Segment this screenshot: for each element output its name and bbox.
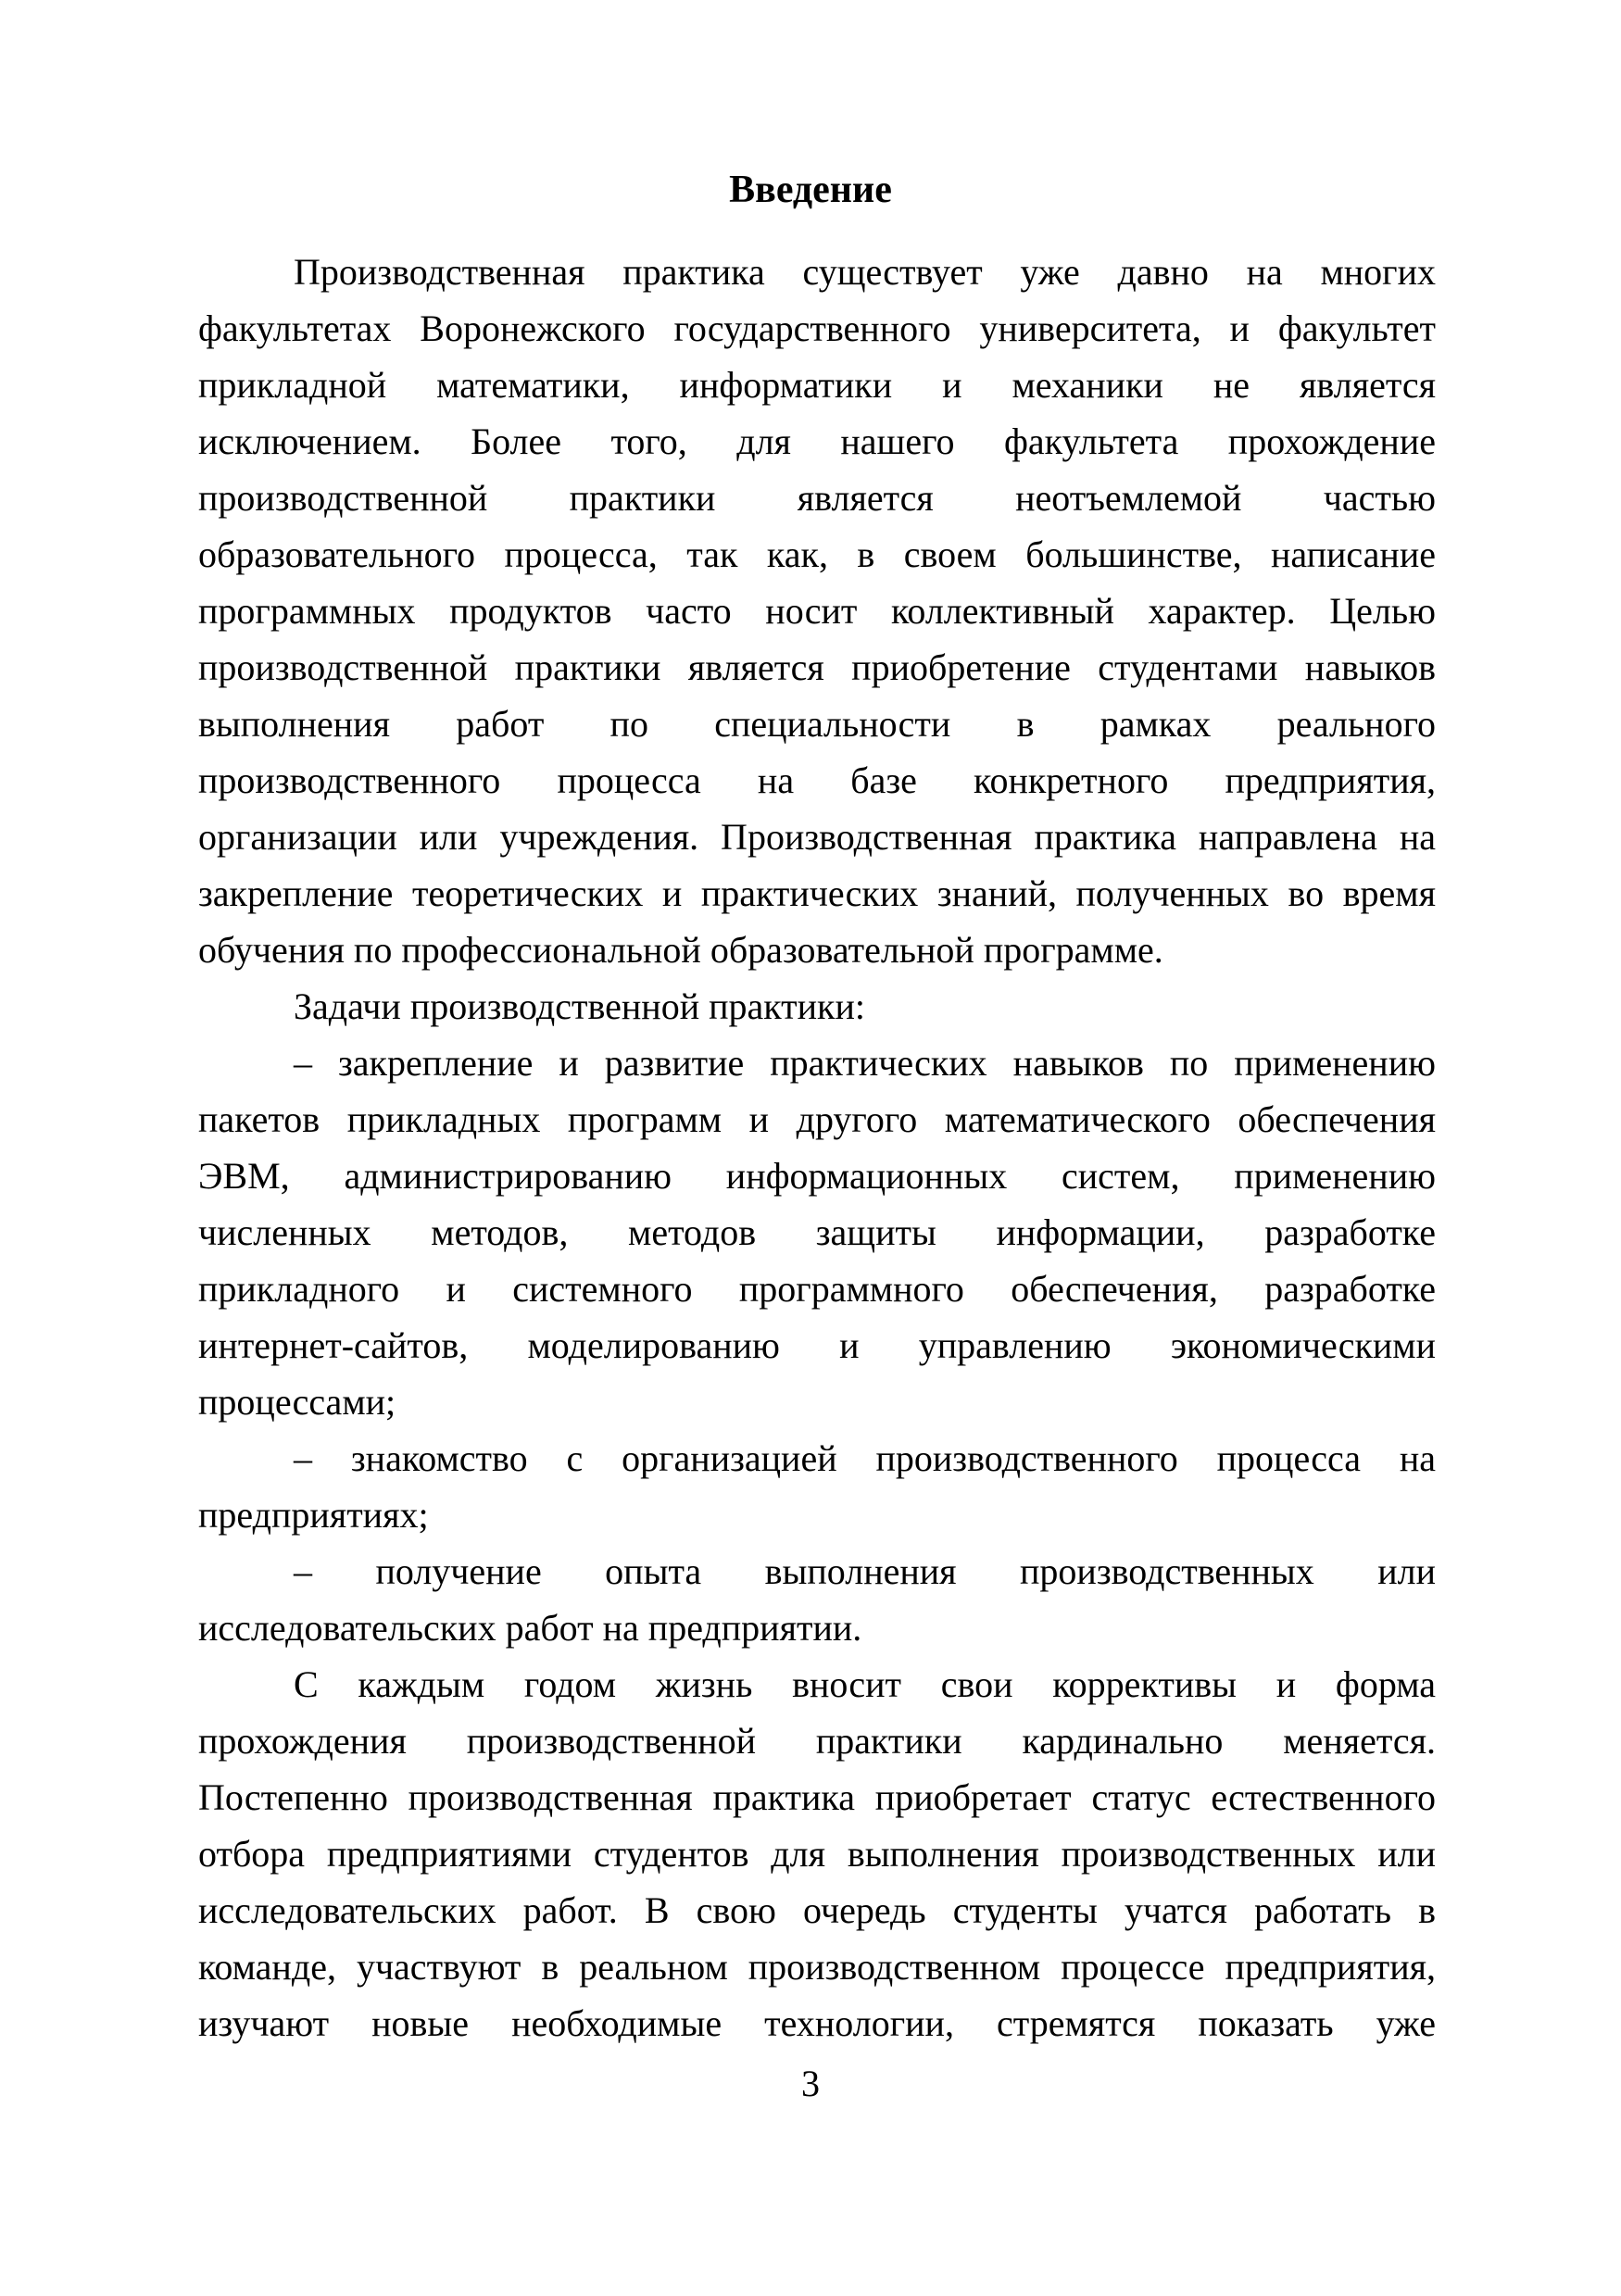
- text-line: Постепенно производственная практика приобретает статус естественного: [198, 1776, 1436, 1818]
- section-title: Введение: [729, 169, 892, 211]
- text-line: С каждым годом жизнь вносит свои коррективы и форма: [294, 1663, 1436, 1705]
- text-line: исследовательских работ на предприятии.: [198, 1607, 862, 1649]
- text-line: команде, участвуют в реальном производственном процессе предприятия,: [198, 1946, 1436, 1988]
- text-line: прикладной математики, информатики и механики не является: [198, 364, 1436, 406]
- text-line: производственной практики является неотъемлемой частью: [198, 477, 1436, 519]
- page-number: 3: [801, 2063, 820, 2104]
- text-line: обучения по профессиональной образовательной программе.: [198, 929, 1163, 971]
- text-line: организации или учреждения. Производственная практика направлена на: [198, 816, 1436, 858]
- text-line: – знакомство с организацией производственного процесса на: [294, 1437, 1436, 1479]
- text-line: отбора предприятиями студентов для выполнения производственных или: [198, 1833, 1436, 1875]
- text-line: прохождения производственной практики кардинально меняется.: [198, 1720, 1436, 1762]
- text-line: – получение опыта выполнения производственных или: [294, 1550, 1436, 1592]
- text-line: факультетах Воронежского государственного университета, и факультет: [198, 307, 1436, 349]
- text-line: предприятиях;: [198, 1494, 429, 1536]
- text-line: изучают новые необходимые технологии, стремятся показать уже: [198, 2002, 1436, 2044]
- text-line: численных методов, методов защиты информации, разработке: [198, 1211, 1436, 1253]
- text-line: закрепление теоретических и практических знаний, полученных во время: [198, 872, 1436, 914]
- text-line: исключением. Более того, для нашего факультета прохождение: [198, 420, 1436, 462]
- text-line: интернет-сайтов, моделированию и управлению экономическими: [198, 1324, 1436, 1366]
- text-line: пакетов прикладных программ и другого математического обеспечения: [198, 1098, 1436, 1140]
- text-line: выполнения работ по специальности в рамках реального: [198, 703, 1436, 745]
- text-line: процессами;: [198, 1381, 396, 1423]
- text-line: Задачи производственной практики:: [294, 985, 866, 1027]
- text-line: прикладного и системного программного обеспечения, разработке: [198, 1268, 1436, 1310]
- text-line: ЭВМ, администрированию информационных систем, применению: [198, 1155, 1436, 1197]
- text-line: Производственная практика существует уже давно на многих: [294, 251, 1436, 293]
- text-line: образовательного процесса, так как, в своем большинстве, написание: [198, 533, 1436, 575]
- body-text: [198, 244, 1436, 2051]
- text-line: производственного процесса на базе конкретного предприятия,: [198, 759, 1436, 801]
- text-line: – закрепление и развитие практических навыков по применению: [294, 1042, 1436, 1084]
- text-line: исследовательских работ. В свою очередь студенты учатся работать в: [198, 1889, 1436, 1931]
- text-line: производственной практики является приобретение студентами навыков: [198, 646, 1436, 688]
- text-line: программных продуктов часто носит коллективный характер. Целью: [198, 590, 1436, 632]
